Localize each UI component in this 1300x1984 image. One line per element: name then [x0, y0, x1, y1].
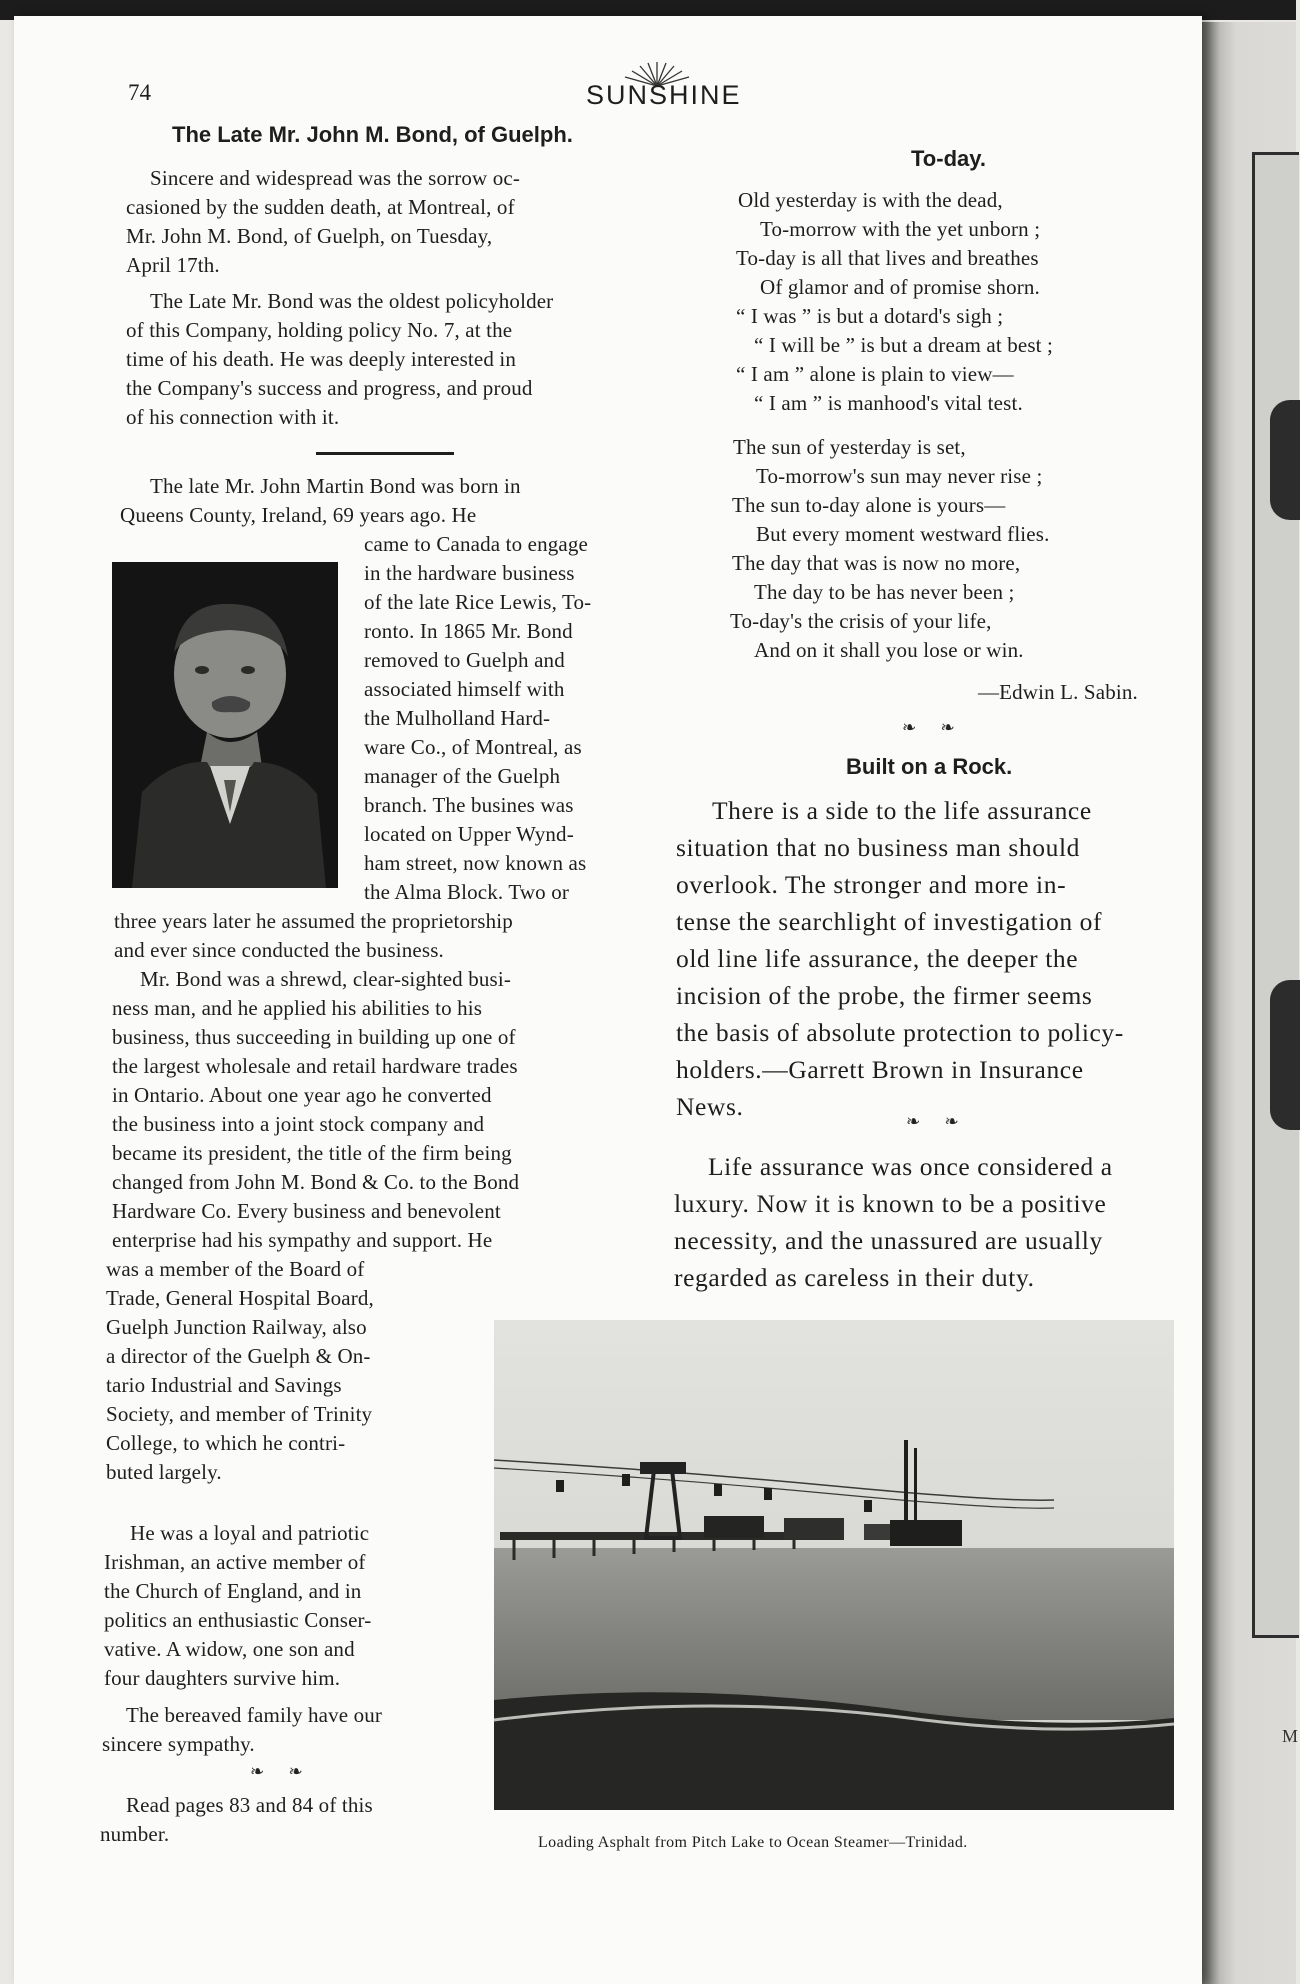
- rock-article-line: the basis of absolute protection to policy-: [676, 1018, 1124, 1047]
- bond-bio-line: changed from John M. Bond & Co. to the Bond: [112, 1170, 520, 1194]
- fleuron-ornament: ❧ ❧: [902, 718, 965, 737]
- bond-bio-line: tario Industrial and Savings: [106, 1373, 342, 1397]
- bond-bio-line: business, thus succeeding in building up one of: [112, 1025, 516, 1049]
- bond-bio-line: The bereaved family have our: [126, 1703, 383, 1727]
- bond-bio-line: Trade, General Hospital Board,: [106, 1286, 374, 1310]
- bond-bio-line: sincere sympathy.: [102, 1732, 255, 1756]
- bond-intro-line: time of his death. He was deeply interested in: [126, 347, 517, 371]
- luxury-note-line: luxury. Now it is known to be a positive: [674, 1189, 1107, 1218]
- poem-line: To-morrow with the yet unborn ;: [760, 217, 1041, 241]
- bond-bio-wrap-line: manager of the Guelph: [364, 764, 561, 788]
- bond-intro-line: of his connection with it.: [126, 405, 340, 429]
- rock-article-line: overlook. The stronger and more in-: [676, 870, 1067, 899]
- bond-bio-wrap-line: came to Canada to engage: [364, 532, 588, 556]
- poem-line: Old yesterday is with the dead,: [738, 188, 1003, 212]
- poem-line: “ I was ” is but a dotard's sigh ;: [736, 304, 1004, 328]
- poem-title: To-day.: [911, 146, 986, 171]
- read-pages-note: number.: [100, 1822, 170, 1846]
- bond-bio-line: buted largely.: [106, 1460, 222, 1484]
- rock-article-line: There is a side to the life assurance: [712, 796, 1092, 825]
- bond-bio-line: The late Mr. John Martin Bond was born in: [150, 474, 521, 498]
- bond-bio-line: ness man, and he applied his abilities to his: [112, 996, 483, 1020]
- bond-bio-line: Irishman, an active member of: [104, 1550, 366, 1574]
- rock-article-line: situation that no business man should: [676, 833, 1080, 862]
- rock-article-line: old line life assurance, the deeper the: [676, 944, 1079, 973]
- bond-bio-line: and ever since conducted the business.: [114, 938, 444, 962]
- adjacent-page-frame: [1252, 152, 1299, 1638]
- bond-bio-wrap-line: associated himself with: [364, 677, 565, 701]
- poem-line: The day that was is now no more,: [732, 551, 1021, 575]
- bond-bio-line: three years later he assumed the proprietorship: [114, 909, 513, 933]
- bond-bio-line: in Ontario. About one year ago he converted: [112, 1083, 492, 1107]
- poem-line: “ I am ” alone is plain to view—: [736, 362, 1014, 386]
- bond-bio-wrap-line: the Alma Block. Two or: [364, 880, 570, 904]
- poem-line: “ I will be ” is but a dream at best ;: [754, 333, 1054, 357]
- poem-line: To-morrow's sun may never rise ;: [756, 464, 1043, 488]
- rock-article-title: Built on a Rock.: [846, 754, 1013, 779]
- poem-line: The sun to-day alone is yours—: [732, 493, 1006, 517]
- bond-bio-wrap-line: of the late Rice Lewis, To-: [364, 590, 592, 614]
- rock-article-line: holders.—Garrett Brown in Insurance: [676, 1055, 1084, 1084]
- bond-bio-line: College, to which he contri-: [106, 1431, 346, 1455]
- bond-bio-wrap-line: located on Upper Wynd-: [364, 822, 574, 846]
- bond-bio-line: four daughters survive him.: [104, 1666, 341, 1690]
- rock-article-line: tense the searchlight of investigation of: [676, 907, 1103, 936]
- rock-article-line: News.: [676, 1092, 744, 1121]
- poem-line: To-day is all that lives and breathes: [736, 246, 1039, 270]
- luxury-note-line: regarded as careless in their duty.: [674, 1263, 1035, 1292]
- poem-line: “ I am ” is manhood's vital test.: [754, 391, 1023, 415]
- bond-bio-line: Queens County, Ireland, 69 years ago. He: [120, 503, 477, 527]
- bond-bio-line: Society, and member of Trinity: [106, 1402, 373, 1426]
- bond-intro-line: the Company's success and progress, and proud: [126, 376, 533, 400]
- bond-bio-line: became its president, the title of the firm being: [112, 1141, 512, 1165]
- bond-intro-line: The Late Mr. Bond was the oldest policyholder: [150, 289, 554, 313]
- bond-bio-wrap-line: branch. The busines was: [364, 793, 574, 817]
- adjacent-page-fragment: M: [1282, 1726, 1299, 1746]
- section-divider: [316, 452, 454, 455]
- bond-bio-line: the business into a joint stock company and: [112, 1112, 485, 1136]
- adjacent-page-illustration: [1270, 980, 1300, 1130]
- read-pages-note: Read pages 83 and 84 of this: [126, 1793, 373, 1817]
- poem-author: —Edwin L. Sabin.: [978, 680, 1138, 704]
- page-number: 74: [128, 80, 151, 105]
- bond-bio-wrap-line: the Mulholland Hard-: [364, 706, 551, 730]
- bond-bio-line: Guelph Junction Railway, also: [106, 1315, 367, 1339]
- rock-article-line: incision of the probe, the firmer seems: [676, 981, 1093, 1010]
- bond-bio-line: vative. A widow, one son and: [104, 1637, 355, 1661]
- bond-bio-line: politics an enthusiastic Conser-: [104, 1608, 372, 1632]
- bond-intro-line: April 17th.: [126, 253, 220, 277]
- poem-line: The day to be has never been ;: [754, 580, 1015, 604]
- bond-intro-line: Sincere and widespread was the sorrow oc-: [150, 166, 521, 190]
- photo-caption: Loading Asphalt from Pitch Lake to Ocean Steamer—Trinidad.: [538, 1834, 968, 1851]
- bond-bio-wrap-line: removed to Guelph and: [364, 648, 565, 672]
- poem-line: But every moment westward flies.: [756, 522, 1050, 546]
- adjacent-page-illustration: [1270, 400, 1300, 520]
- bond-bio-wrap-line: ronto. In 1865 Mr. Bond: [364, 619, 573, 643]
- bond-bio-line: a director of the Guelph & On-: [106, 1344, 371, 1368]
- bond-bio-line: enterprise had his sympathy and support. He: [112, 1228, 493, 1252]
- luxury-note-line: necessity, and the unassured are usually: [674, 1226, 1103, 1255]
- bond-bio-wrap-line: ware Co., of Montreal, as: [364, 735, 582, 759]
- bond-bio-line: was a member of the Board of: [106, 1257, 365, 1281]
- bond-bio-line: the Church of England, and in: [104, 1579, 362, 1603]
- bond-intro-line: casioned by the sudden death, at Montreal, of: [126, 195, 515, 219]
- running-head: SUNSHINE: [586, 80, 742, 110]
- bond-bio-line: He was a loyal and patriotic: [130, 1521, 370, 1545]
- bond-intro-line: Mr. John M. Bond, of Guelph, on Tuesday,: [126, 224, 493, 248]
- bond-bio-line: Mr. Bond was a shrewd, clear-sighted busi-: [140, 967, 511, 991]
- poem-line: And on it shall you lose or win.: [754, 638, 1024, 662]
- bond-intro-line: of this Company, holding policy No. 7, at the: [126, 318, 513, 342]
- fleuron-ornament: ❧ ❧: [906, 1112, 969, 1131]
- bond-bio-line: the largest wholesale and retail hardware trades: [112, 1054, 518, 1078]
- bond-article-title: The Late Mr. John M. Bond, of Guelph.: [172, 122, 573, 147]
- photo-asphalt-pier-trinidad: [494, 1320, 1174, 1810]
- poem-line: To-day's the crisis of your life,: [730, 609, 992, 633]
- poem-line: Of glamor and of promise shorn.: [760, 275, 1040, 299]
- luxury-note-line: Life assurance was once considered a: [708, 1152, 1113, 1181]
- portrait-photo-john-m-bond: [112, 562, 338, 888]
- bond-bio-wrap-line: ham street, now known as: [364, 851, 587, 875]
- bond-bio-wrap-line: in the hardware business: [364, 561, 575, 585]
- poem-line: The sun of yesterday is set,: [733, 435, 966, 459]
- fleuron-ornament: ❧ ❧: [250, 1762, 313, 1781]
- bond-bio-line: Hardware Co. Every business and benevolent: [112, 1199, 501, 1223]
